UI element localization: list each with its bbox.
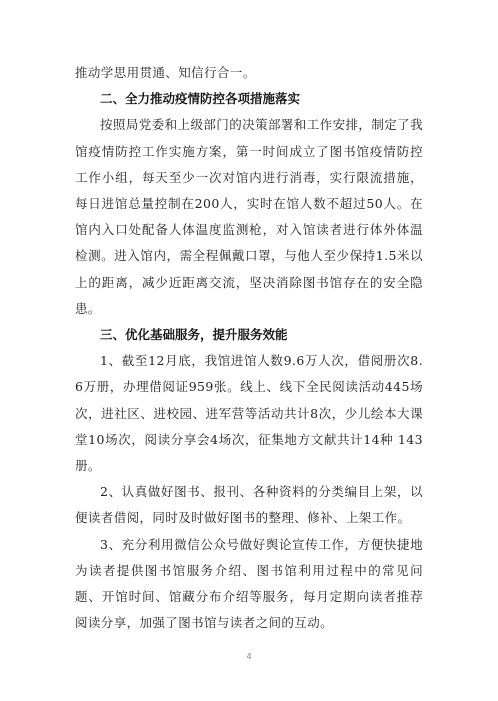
- paragraph-service-statistics: 1、截至12月底，我馆进馆人数9.6万人次，借阅册次8.6万册，办理借阅证959张。线上、线下全民阅读活动445场次，进社区、进校园、进军营等活动共计8次，少儿绘本大课堂10场次，阅读分享会4场次，征集地方文献共计14种 143册。: [75, 353, 423, 474]
- document-body: [75, 60, 423, 636]
- paragraph-wechat-promotion: 3、充分利用微信公众号做好舆论宣传工作，方便快捷地为读者提供图书馆服务介绍、图书馆利用过程中的常见问题、开馆时间、馆藏分布介绍等服务，每月定期向读者推荐阅读分享，加强了图书馆与读者之间的互动。: [75, 536, 423, 631]
- paragraph-cataloging: 2、认真做好图书、报刊、各种资料的分类编目上架，以便读者借阅，同时及时做好图书的整理、修补、上架工作。: [75, 484, 423, 526]
- page-number: 4: [246, 652, 252, 661]
- paragraph-epidemic-measures: 按照局党委和上级部门的决策部署和工作安排，制定了我馆疫情防控工作实施方案，第一时间成立了图书馆疫情防控工作小组，每天至少一次对馆内进行消毒，实行限流措施，每日进馆总量控制在200人，实时在馆人数不超过50人。在馆内入口处配备人体温度监测枪，对入馆读者进行体外体温检测。进入馆内，需全程佩戴口罩，与他人至少保持1.5米以上的距离，减少近距离交流，坚决消除图书馆存在的安全隐患。: [75, 117, 423, 316]
- section-heading-epidemic-prevention: 二、全力推动疫情防控各项措施落实: [100, 91, 301, 107]
- section-heading-basic-services: 三、优化基础服务，提升服务效能: [100, 327, 288, 343]
- lead-line: 推动学思用贯通、知信行合一。: [75, 65, 256, 80]
